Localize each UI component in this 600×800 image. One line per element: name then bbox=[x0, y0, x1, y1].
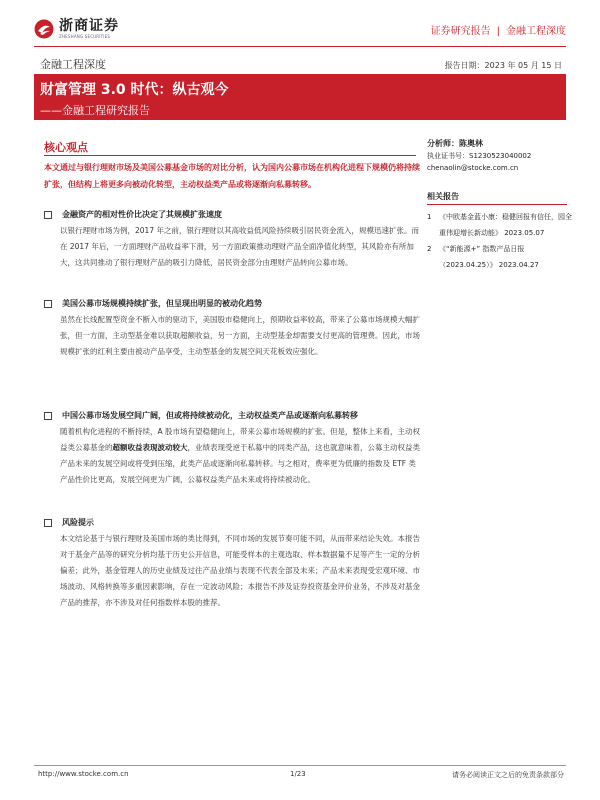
footer-url[interactable]: http://www.stocke.com.cn bbox=[38, 770, 129, 778]
disclaimer-note: 请务必阅读正文之后的免责条款部分 bbox=[452, 771, 564, 779]
analyst-name: 分析师：陈奥林 bbox=[427, 139, 483, 148]
bullet-section-risk bbox=[44, 515, 420, 611]
bullet-section-2 bbox=[44, 296, 420, 360]
bullet-body-emphasis: 超额收益表现波动较大 bbox=[112, 443, 188, 452]
bullet-heading: 美国公募市场规模持续扩张，但呈现出明显的被动化趋势 bbox=[62, 299, 262, 308]
bullet-body bbox=[60, 424, 420, 488]
bullet-body: 虽然在长线配置型资金不断入市的驱动下，美国股市稳健向上，预期收益率较高，带来了公募市场规模大幅扩张，但一方面，主动型基金难以获取超额收益，另一方面，主动型基金却需要支付更高的管理费。因此，市场规模扩张的红利主要由被动产品享受，主动型基金的发展空间天花板效应强化。 bbox=[60, 315, 420, 356]
checkbox-icon bbox=[44, 300, 52, 308]
checkbox-icon bbox=[44, 519, 52, 527]
related-reports-list bbox=[427, 209, 572, 273]
doc-category-label: 金融工程深度 bbox=[506, 26, 566, 37]
page-number: 1/23 bbox=[290, 770, 306, 778]
report-category: 金融工程深度 bbox=[40, 58, 106, 71]
bullet-body-part: ，业绩表现受逆于私募中的同类产品，这也就意味着，公募主动权益类产品未来的发展空间或将受到压缩，此类产品或逐渐向私募转移。与之相对，费率更为低廉的指数及 ETF 类产品性价比更高，发展空间更为广阔，公募权益类产品未来或将持续被动化。 bbox=[60, 443, 420, 484]
header-rule bbox=[34, 46, 566, 47]
bullet-body: 本文结论基于与银行理财及美国市场的类比得到，不同市场的发展节奏可能不同，从而带来结论失效。本报告对于基金产品等的研究分析均基于历史公开信息，可能受样本的主观选取、样本数据量不足等产生一定的分析偏差；此外，基金管理人的历史业绩及过往产品业绩与表现不代表全部及未来；产品未来表现受宏观环境、市场波动、风格转换等多重因素影响，存在一定波动风险；本报告不涉及证券投资基金评价业务，不涉及对基金产品的推荐，亦不涉及对任何指数样本股的推荐。 bbox=[60, 534, 420, 607]
related-report-number: 1 bbox=[427, 213, 432, 221]
related-report-text: 《中欧基金蓝小康：稳健回报有信任，园全重伟迎增长新动能》 2023.05.07 bbox=[439, 213, 572, 237]
related-report-number: 2 bbox=[427, 245, 432, 253]
related-report-item[interactable] bbox=[427, 241, 572, 273]
checkbox-icon bbox=[44, 211, 52, 219]
bullet-heading: 中国公募市场发展空间广阔，但或将持续被动化，主动权益类产品或逐渐向私募转移 bbox=[62, 411, 358, 420]
doc-type-label: 证券研究报告 bbox=[430, 26, 491, 37]
logo-name-en: ZHESHANG SECURITIES bbox=[59, 34, 111, 39]
report-title: 财富管理 3.0 时代：纵古观今 bbox=[40, 82, 229, 98]
core-view-heading: 核心观点 bbox=[44, 141, 88, 154]
sidebar bbox=[427, 137, 572, 273]
report-date: 报告日期：2023 年 05 月 15 日 bbox=[444, 61, 562, 70]
analyst-cert: 执业证书号：S1230523040002 bbox=[427, 152, 532, 160]
footer-rule bbox=[34, 765, 566, 766]
related-reports-heading: 相关报告 bbox=[427, 191, 567, 205]
bullet-body: 以银行理财市场为例，2017 年之前，银行理财以其高收益低风险持续吸引居民资金流入，规模迅速扩张。而在 2017 年后，一方面理财产品收益率下滑，另一方面政策推动理财产品全面净值化转型，其风险亦有所加大，这共同推动了银行理财产品的吸引力降低，居民资金部分由理财产品转向公募市场。 bbox=[60, 226, 419, 267]
related-report-text: 《“新能源+” 指数产品日报（2023.04.25）》 2023.04.27 bbox=[439, 245, 539, 269]
report-subtitle: ——金融工程研究报告 bbox=[40, 104, 150, 117]
checkbox-icon bbox=[44, 412, 52, 420]
core-view-rule bbox=[44, 155, 416, 156]
bullet-heading: 风险提示 bbox=[62, 518, 94, 527]
header-labels bbox=[431, 22, 566, 37]
bullet-body-part: 随着机构化进程的不断持续，A 股市场有望稳健向上，带来公募市场规模的扩张。但是，整体上来看，主动权益类公募基金的 bbox=[60, 427, 421, 452]
core-summary: 本文通过与银行理财市场及美国公募基金市场的对比分析，认为国内公募市场在机构化进程下规模仍将持续扩张，但结构上将更多向被动化转型，主动权益类产品或将逐渐向私募转移。 bbox=[44, 163, 420, 189]
company-logo bbox=[34, 14, 144, 44]
bullet-heading: 金融资产的相对性价比决定了其规模扩张速度 bbox=[62, 210, 222, 219]
bullet-section-3 bbox=[44, 408, 420, 488]
related-report-item[interactable] bbox=[427, 209, 572, 241]
header-separator: | bbox=[496, 26, 500, 37]
bullet-section-1 bbox=[44, 207, 420, 271]
logo-emblem-icon bbox=[34, 19, 54, 39]
logo-name-cn: 浙商证券 bbox=[59, 18, 119, 34]
analyst-email[interactable]: chenaolin@stocke.com.cn bbox=[427, 164, 519, 172]
